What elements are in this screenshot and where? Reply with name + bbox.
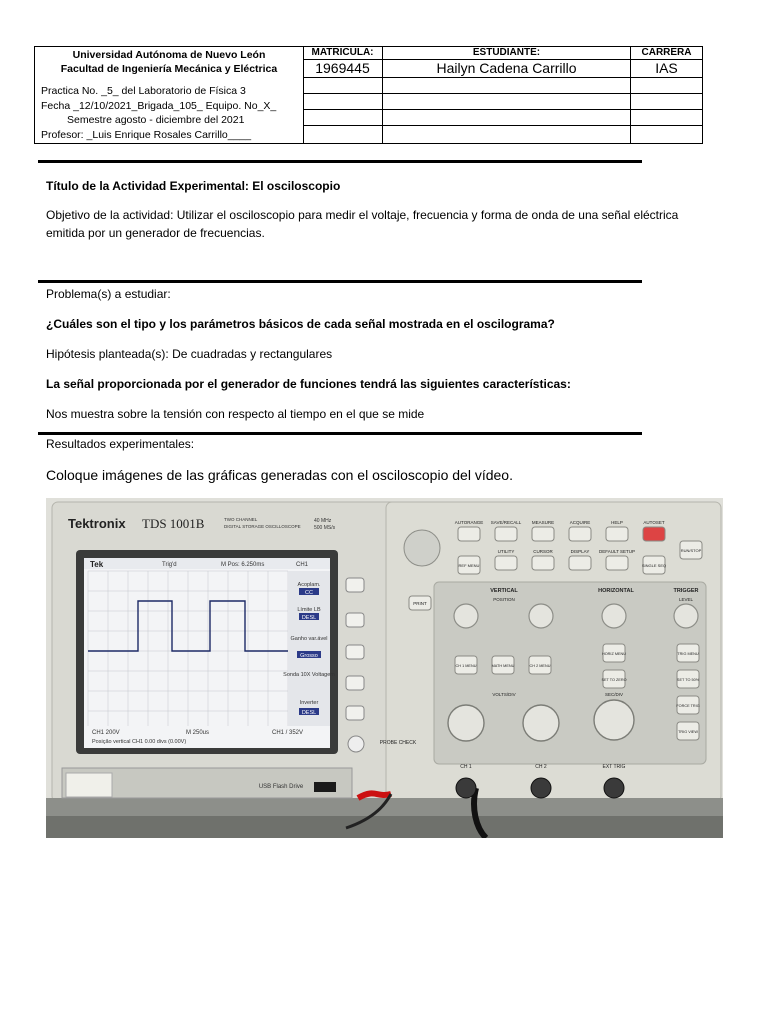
btn-label-utility: UTILITY — [497, 549, 515, 554]
date-line: Fecha _12/10/2021_Brigada_105_ Equipo. No_X_ — [41, 99, 277, 112]
ref-menu-label: REF MENU — [458, 563, 480, 568]
results-label: Resultados experimentales: — [46, 437, 195, 451]
vertical-label: VERTICAL — [490, 588, 518, 594]
semester-line: Semestre agosto - diciembre del 2021 — [67, 114, 245, 126]
model-text: TDS 1001B — [142, 516, 205, 531]
print-label: PRINT — [413, 601, 427, 606]
problem-label: Problema(s) a estudiar: — [46, 287, 171, 301]
screen-ch1: CH1 — [296, 562, 309, 568]
level-label: LEVEL — [678, 597, 694, 602]
ch2-input-label: CH 2 — [535, 764, 547, 770]
btn-label-autoset: AUTOSET — [643, 520, 665, 525]
header-institution-cell — [35, 47, 304, 143]
estudiante-header: ESTUDIANTE: — [383, 47, 631, 60]
softkey-2[interactable] — [346, 613, 364, 627]
ch1-bnc-connector[interactable] — [456, 778, 476, 798]
horizontal-position-knob[interactable] — [602, 604, 626, 628]
ext-trig-bnc-connector[interactable] — [604, 778, 624, 798]
oscilloscope-photo — [46, 498, 723, 838]
menu-off-button[interactable] — [348, 736, 364, 752]
activity-title: Título de la Actividad Experimental: El osciloscopio — [46, 179, 341, 193]
softkey-5[interactable] — [346, 706, 364, 720]
empty-cell — [383, 110, 631, 126]
trigger-level-knob[interactable] — [674, 604, 698, 628]
section-divider — [38, 160, 642, 163]
menu-value-0: CC — [305, 590, 313, 596]
autoset-button[interactable] — [643, 527, 665, 541]
estudiante-value: Hailyn Cadena Carrillo — [383, 60, 631, 78]
multipurpose-knob[interactable] — [404, 530, 440, 566]
btn-label-cursor: CURSOR — [533, 549, 553, 554]
practice-line: Practica No. _5_ del Laboratorio de Física 3 — [41, 85, 246, 97]
instructions: Coloque imágenes de las gráficas generadas con el osciloscopio del vídeo. — [46, 467, 513, 483]
menu-value-2: Grosso — [300, 653, 318, 659]
ch1-input-label: CH 1 — [460, 764, 472, 770]
objective-line-1: Objetivo de la actividad: Utilizar el osciloscopio para medir el voltaje, frecuencia y forma de onda de una señal eléctrica — [46, 208, 679, 222]
sec-div-label: SEC/DIV — [604, 692, 624, 697]
ext-trig-label: EXT TRIG — [602, 764, 626, 770]
empty-cell — [383, 94, 631, 110]
screen-mpos: M Pos: 6.250ms — [221, 562, 265, 568]
spec-1: 40 MHz — [314, 518, 332, 524]
btn-label-help: HELP — [611, 520, 623, 525]
empty-cell — [631, 78, 702, 94]
menu-item-2: Ganho var.ável — [290, 636, 328, 642]
softkey-3[interactable] — [346, 645, 364, 659]
empty-cell — [303, 94, 383, 110]
autorange-button[interactable] — [458, 527, 480, 541]
trig-view-label: TRIG VIEW — [678, 730, 698, 734]
measure-button[interactable] — [532, 527, 554, 541]
empty-cell — [303, 110, 383, 126]
acquire-button[interactable] — [569, 527, 591, 541]
empty-cell — [631, 110, 702, 126]
screen-status: Posição vertical CH1 0.00 divs (0.00V) — [92, 739, 187, 745]
ch2-position-knob[interactable] — [529, 604, 553, 628]
practice-info — [41, 84, 276, 142]
btn-label-acquire: ACQUIRE — [569, 520, 591, 525]
ch2-bnc-connector[interactable] — [531, 778, 551, 798]
faculty-name: Facultad de Ingeniería Mecánica y Eléctrica — [60, 63, 278, 75]
horiz-menu-label: HORIZ MENU — [601, 652, 627, 656]
btn-label-default: DEFAULT SETUP — [598, 549, 636, 554]
menu-value-1: DESL — [301, 615, 317, 621]
btn-label-display: DISPLAY — [570, 549, 590, 554]
softkey-4[interactable] — [346, 676, 364, 690]
horizontal-label: HORIZONTAL — [598, 588, 634, 594]
btn-label-measure: MEASURE — [531, 520, 555, 525]
header-table — [34, 46, 703, 144]
spec-2: 500 MS/s — [314, 525, 336, 531]
usb-port[interactable] — [314, 782, 336, 792]
ch2-menu-label: CH 2 MENU — [529, 664, 551, 668]
screen-tek: Tek — [90, 560, 104, 569]
empty-cell — [303, 78, 383, 94]
menu-item-1: Límite LB — [297, 607, 321, 613]
run-stop-label: RUN/STOP — [680, 548, 702, 553]
empty-cell — [383, 126, 631, 143]
objective-line-2: emitida por un generador de frecuencias. — [46, 226, 265, 240]
tension-text: Nos muestra sobre la tensión con respecto al tiempo en el que se mide — [46, 407, 425, 421]
sec-div-knob[interactable] — [594, 700, 634, 740]
softkey-1[interactable] — [346, 578, 364, 592]
screen-footer-trig: CH1 / 352V — [272, 730, 304, 736]
screen-footer-m: M 250us — [186, 730, 210, 736]
display-button[interactable] — [569, 556, 591, 570]
professor-line: Profesor: _Luis Enrique Rosales Carrillo____ — [41, 128, 252, 141]
position-label: POSITION — [493, 597, 515, 602]
math-menu-label: MATH MENU — [491, 664, 515, 668]
usb-label: USB Flash Drive — [258, 784, 304, 790]
institution — [35, 47, 303, 76]
set-to-zero-label: SET TO ZERO — [601, 678, 627, 682]
label-sticker — [66, 773, 112, 797]
help-button[interactable] — [606, 527, 628, 541]
utility-button[interactable] — [495, 556, 517, 570]
menu-item-3: Sonda 10X Voltagem — [283, 672, 335, 678]
empty-cell — [383, 78, 631, 94]
ch2-volts-div-knob[interactable] — [523, 705, 559, 741]
subtitle-2: DIGITAL STORAGE OSCILLOSCOPE — [224, 524, 301, 529]
ch1-menu-label: CH 1 MENU — [455, 664, 477, 668]
ch1-volts-div-knob[interactable] — [448, 705, 484, 741]
empty-cell — [631, 126, 702, 143]
cursor-button[interactable] — [532, 556, 554, 570]
ch1-position-knob[interactable] — [454, 604, 478, 628]
characteristics-heading: La señal proporcionada por el generador de funciones tendrá las siguientes características: — [46, 377, 571, 391]
screen-trig: Trig'd — [162, 562, 177, 568]
menu-item-0: Acoplam. — [297, 582, 321, 588]
matricula-header: MATRICULA: — [303, 47, 383, 60]
menu-value-4: DESL — [301, 710, 317, 716]
btn-label-autorange: AUTORANGE — [454, 520, 484, 525]
trigger-label: TRIGGER — [673, 588, 699, 594]
volts-div-label: VOLTS/DIV — [492, 692, 516, 697]
menu-item-4: Inverter — [299, 700, 319, 706]
section-divider — [38, 280, 642, 283]
carrera-header: CARRERA — [631, 47, 702, 60]
probe-check-label: PROBE CHECK — [379, 740, 417, 746]
empty-cell — [303, 126, 383, 143]
subtitle-1: TWO CHANNEL — [224, 517, 258, 522]
problem-question: ¿Cuáles son el tipo y los parámetros básicos de cada señal mostrada en el oscilograma? — [46, 317, 555, 331]
save-recall-button[interactable] — [495, 527, 517, 541]
screen-footer-ch: CH1 200V — [92, 730, 120, 736]
force-trig-label: FORCE TRIG — [676, 704, 700, 708]
default-setup-button[interactable] — [606, 556, 628, 570]
single-seq-label: SINGLE SEQ — [641, 563, 667, 568]
trig-menu-label: TRIG MENU — [677, 652, 699, 656]
set-to-50-label: SET TO 50% — [676, 678, 700, 682]
brand-text: Tektronix — [68, 516, 126, 531]
matricula-value: 1969445 — [303, 60, 383, 78]
carrera-value: IAS — [631, 60, 702, 78]
btn-label-save: SAVE/RECALL — [490, 520, 522, 525]
empty-cell — [631, 94, 702, 110]
university-name: Universidad Autónoma de Nuevo León — [72, 49, 266, 61]
hypothesis: Hipótesis planteada(s): De cuadradas y rectangulares — [46, 347, 333, 361]
